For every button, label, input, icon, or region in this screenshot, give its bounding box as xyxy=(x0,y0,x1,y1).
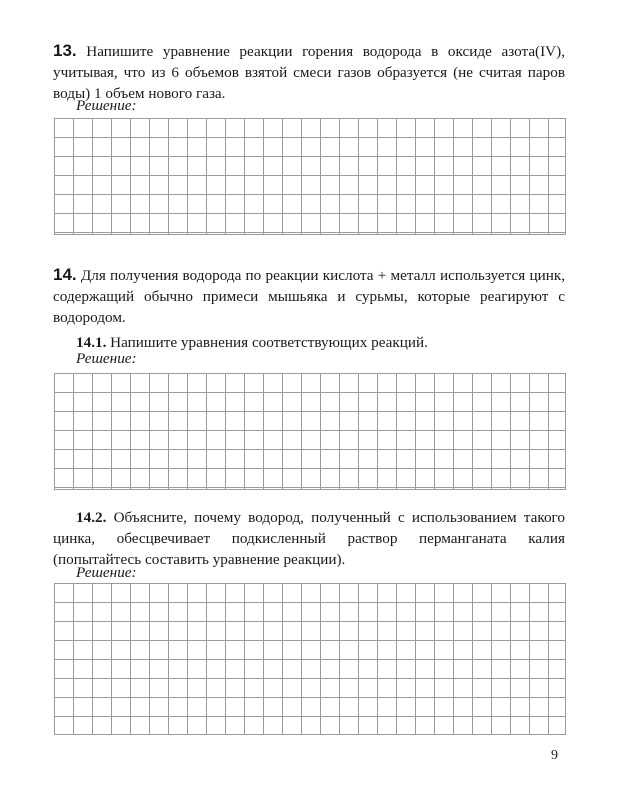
task-14-number: 14. xyxy=(53,265,77,284)
task-14-1-number: 14.1. xyxy=(76,334,107,351)
task-13-body: Напишите уравнение реакции горения водорода в оксиде азота(IV), учитывая, что из 6 объемов взятой смеси газов образуется (не считая паров воды) 1 объем нового газа. xyxy=(53,43,565,102)
task-14-text xyxy=(53,264,565,328)
task-14-2-solution-label: Решение: xyxy=(76,564,137,581)
page-number: 9 xyxy=(551,748,558,763)
task-13-answer-grid[interactable] xyxy=(54,118,566,235)
task-14-2-body: Объясните, почему водород, полученный с использованием такого цинка, обесцвечивает подкисленный раствор перманганата калия (попытайтесь составить уравнение реакции). xyxy=(53,509,566,568)
task-13-text xyxy=(53,40,565,104)
task-14-2-number: 14.2. xyxy=(76,509,107,526)
task-14-body: Для получения водорода по реакции кислота + металл используется цинк, содержащий обычно примеси мышьяка и сурьмы, которые реагируют с водородом. xyxy=(53,267,566,326)
task-14-2-answer-grid[interactable] xyxy=(54,583,566,735)
task-14-2-text xyxy=(53,507,565,570)
task-13-solution-label: Решение: xyxy=(76,97,137,114)
task-14-1-solution-label: Решение: xyxy=(76,350,137,367)
task-14-1-answer-grid[interactable] xyxy=(54,373,566,490)
task-13-number: 13. xyxy=(53,41,77,60)
task-14-1-body: Напишите уравнения соответствующих реакций. xyxy=(110,334,428,351)
